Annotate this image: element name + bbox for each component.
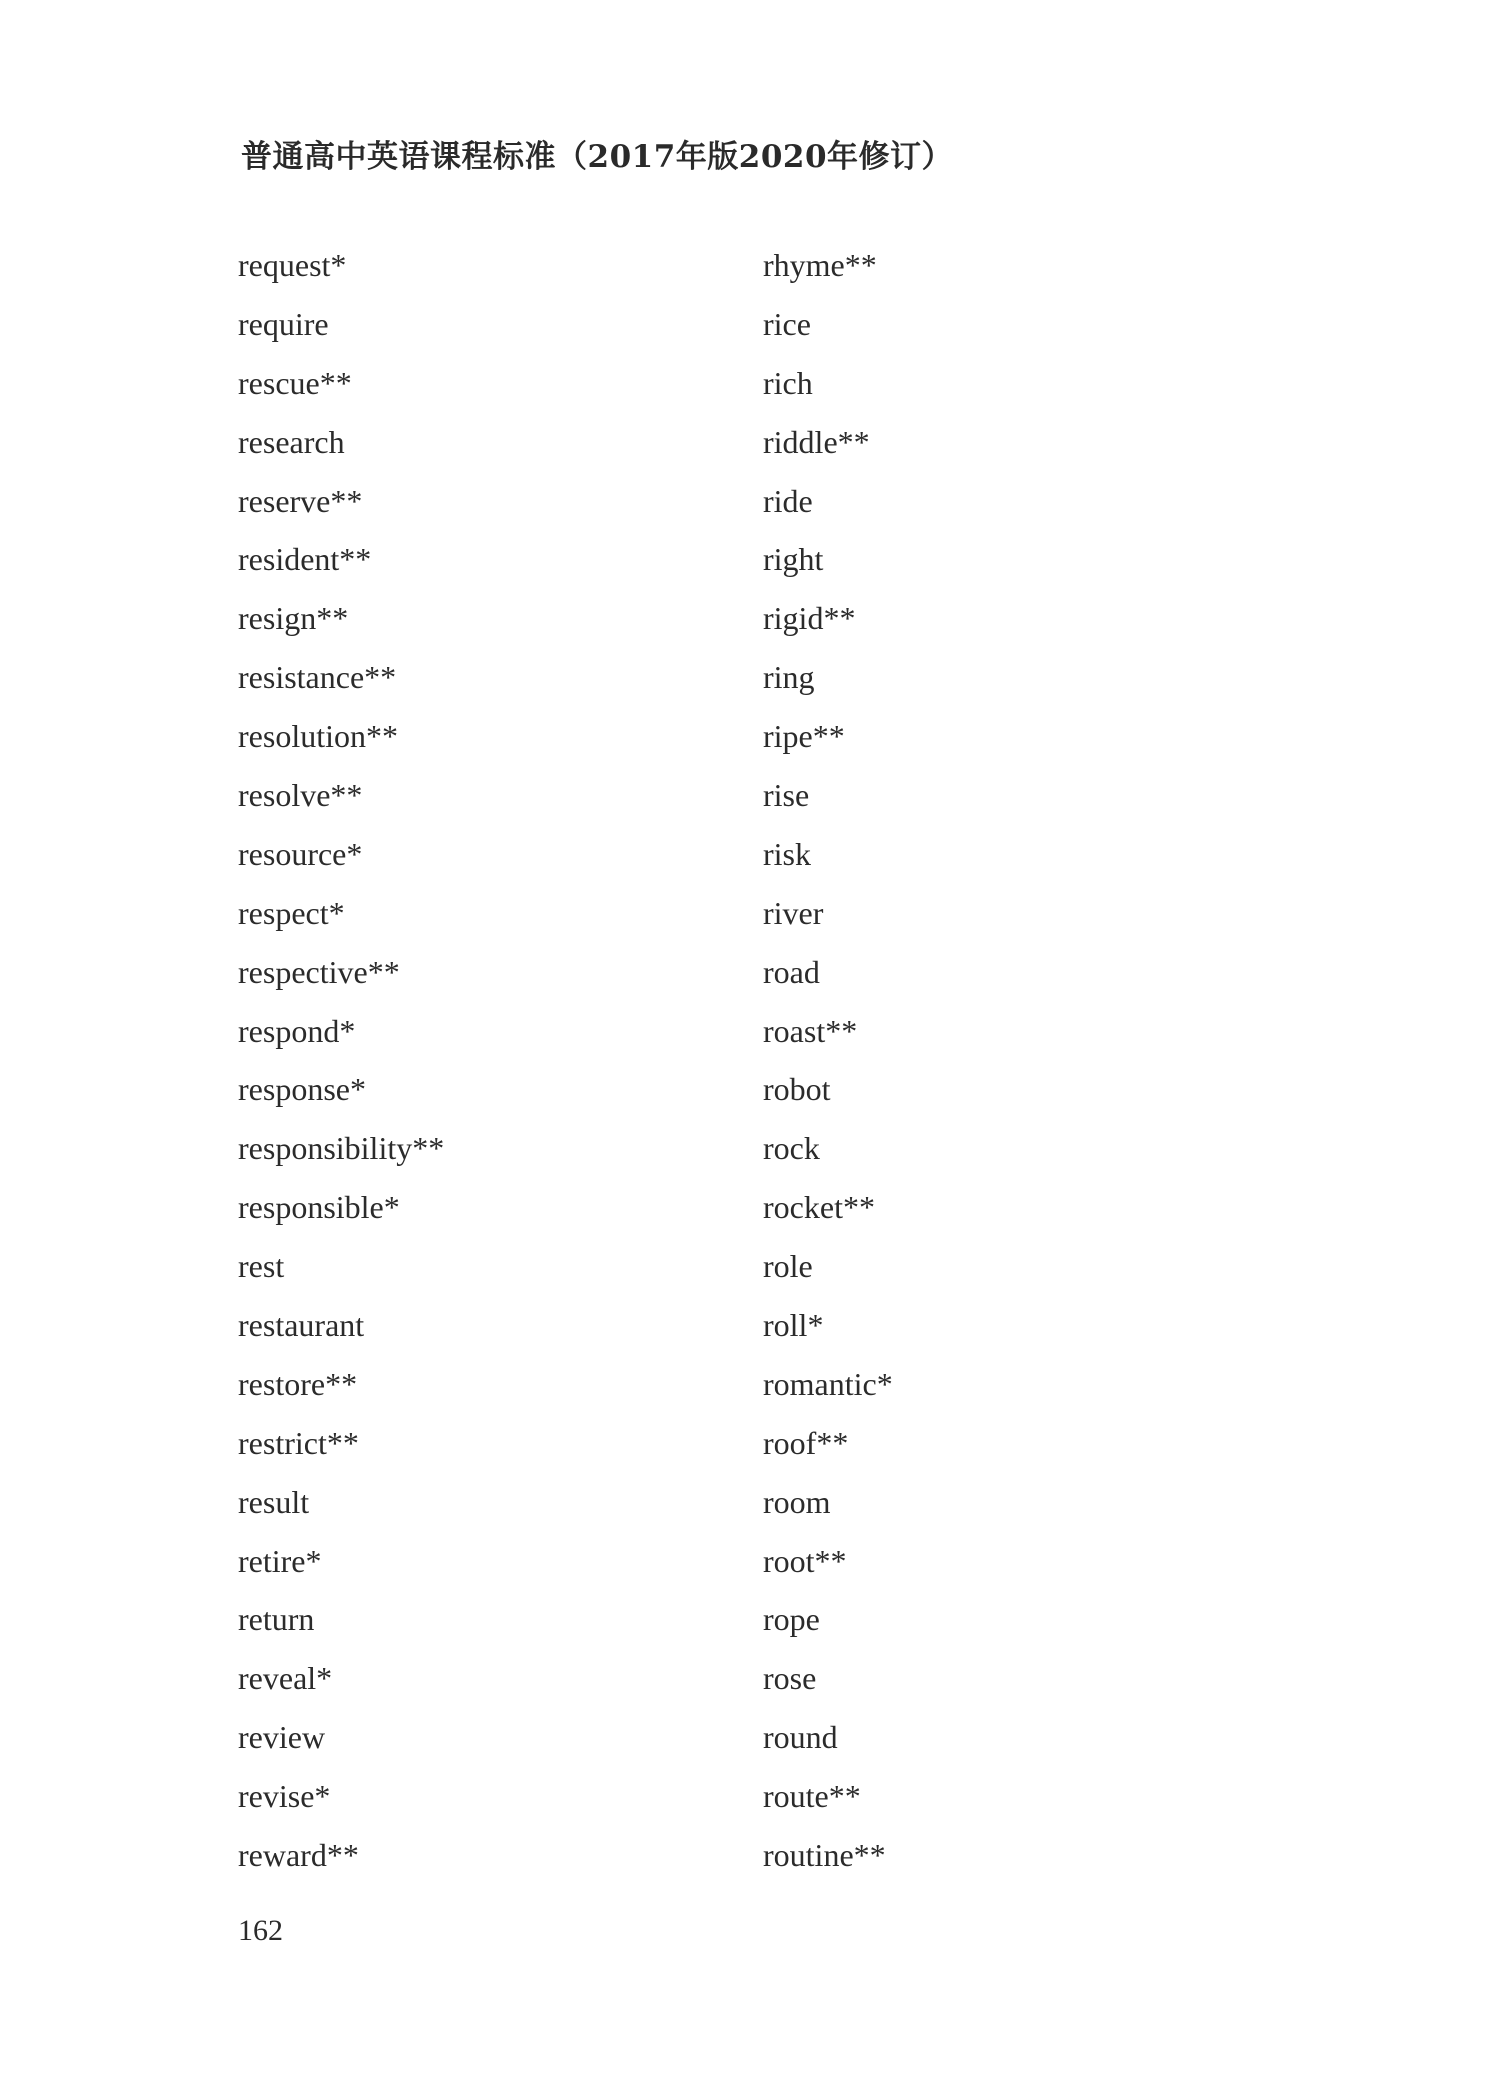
vocabulary-word: research (238, 423, 345, 460)
vocabulary-word: romantic* (763, 1365, 893, 1402)
vocabulary-word: responsibility** (238, 1130, 445, 1167)
running-header: 普通高中英语课程标准（2017年版2020年修订） (241, 139, 954, 175)
vocabulary-word: roast** (763, 1012, 858, 1049)
vocabulary-word: ride (763, 482, 813, 519)
vocabulary-word: robot (763, 1071, 831, 1108)
vocabulary-word: rose (763, 1660, 817, 1697)
vocabulary-word: river (763, 894, 824, 931)
vocabulary-word: retire* (238, 1542, 322, 1579)
vocabulary-word: responsible* (238, 1189, 400, 1226)
page-number: 162 (238, 1914, 283, 1947)
vocabulary-word: roll* (763, 1307, 824, 1344)
vocabulary-word: reveal* (238, 1660, 333, 1697)
vocabulary-word: road (763, 953, 820, 990)
vocabulary-word: riddle** (763, 423, 870, 460)
vocabulary-word: resource* (238, 835, 363, 872)
vocabulary-word: respond* (238, 1012, 356, 1049)
vocabulary-word: rock (763, 1130, 820, 1167)
vocabulary-word: round (763, 1719, 838, 1756)
vocabulary-word: role (763, 1248, 813, 1285)
vocabulary-word: result (238, 1483, 310, 1520)
vocabulary-word: reward** (238, 1837, 359, 1874)
vocabulary-word: resign** (238, 600, 349, 637)
vocabulary-word: restrict** (238, 1424, 359, 1461)
vocabulary-word: room (763, 1483, 831, 1520)
vocabulary-word: right (763, 541, 824, 578)
vocabulary-word: response* (238, 1071, 366, 1108)
vocabulary-word: rope (763, 1601, 820, 1638)
vocabulary-word: risk (763, 835, 811, 872)
vocabulary-word: ripe** (763, 718, 845, 755)
vocabulary-word: resolve** (238, 777, 363, 814)
vocabulary-word: rest (238, 1248, 285, 1285)
vocabulary-word: rise (763, 777, 810, 814)
vocabulary-word: rich (763, 364, 813, 401)
vocabulary-word: revise* (238, 1778, 331, 1815)
vocabulary-word: rice (763, 305, 811, 342)
vocabulary-word: rigid** (763, 600, 856, 637)
vocabulary-word: respect* (238, 894, 345, 931)
vocabulary-word: rocket** (763, 1189, 875, 1226)
word-list-right-column (763, 239, 893, 1888)
vocabulary-word: resolution** (238, 718, 398, 755)
vocabulary-word: resistance** (238, 659, 397, 696)
vocabulary-word: require (238, 305, 329, 342)
vocabulary-word: rescue** (238, 364, 352, 401)
vocabulary-word: routine** (763, 1837, 886, 1874)
vocabulary-word: review (238, 1719, 326, 1756)
vocabulary-word: respective** (238, 953, 400, 990)
vocabulary-word: rhyme** (763, 247, 877, 283)
vocabulary-word: roof** (763, 1424, 849, 1461)
vocabulary-word: root** (763, 1542, 847, 1579)
vocabulary-word: return (238, 1601, 315, 1638)
vocabulary-word: ring (763, 659, 815, 696)
vocabulary-word: route** (763, 1778, 861, 1815)
word-list-left-column (238, 239, 444, 1888)
vocabulary-word: restaurant (238, 1307, 365, 1344)
vocabulary-word: request* (238, 247, 347, 283)
vocabulary-word: restore** (238, 1365, 358, 1402)
vocabulary-word: resident** (238, 541, 372, 578)
vocabulary-word: reserve** (238, 482, 363, 519)
